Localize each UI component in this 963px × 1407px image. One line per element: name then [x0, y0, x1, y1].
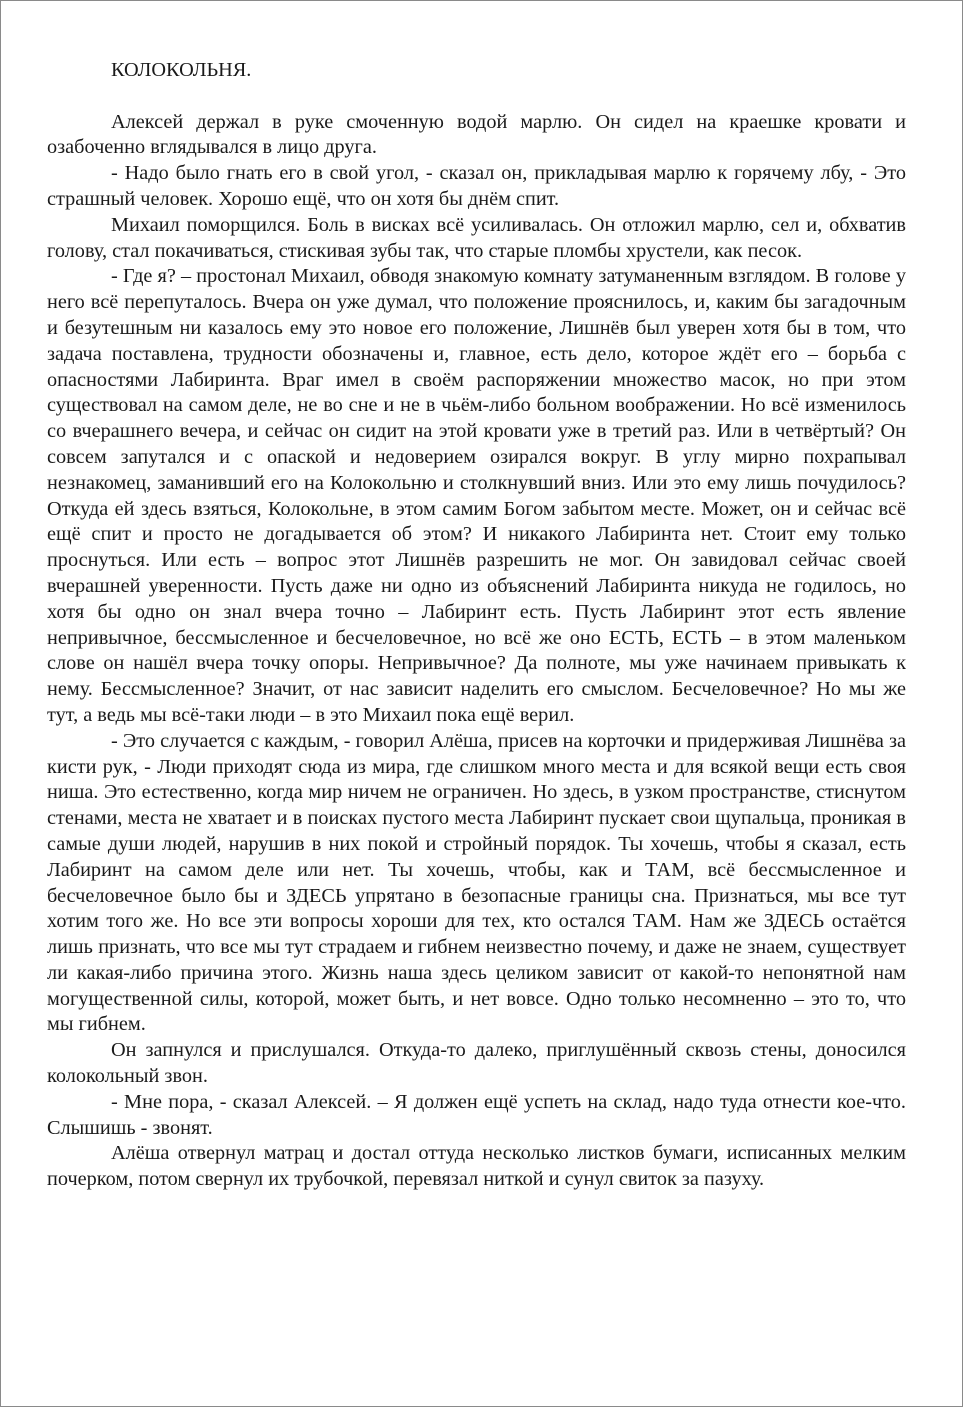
paragraph: - Где я? – простонал Михаил, обводя знакомую комнату затуманенным взглядом. В голове у него всё перепуталось. Вчера он уже думал, что положение прояснилось, и, каким бы загадочным и безутешным ни казалось ему это новое его положение, Лишнёв был уверен хотя бы в том, что задача поставлена, трудности обозначены и, главное, есть дело, которое ждёт его – борьба с опасностями Лабиринта. Враг имел в своём распоряжении множество масок, но при этом существовал на самом деле, не во сне и не в чьём-либо больном воображении. Но всё изменилось со вчерашнего вечера, и сейчас он сидит на этой кровати уже в третий раз. Или в четвёртый? Он совсем запутался и с опаской и недоверием озирался вокруг. В углу мирно похрапывал незнакомец, заманивший его на Колокольню и столкнувший вниз. Или это ему лишь почудилось? Откуда ей здесь взяться, Колокольне, в этом самим Богом забытом месте. Может, он и сейчас всё ещё спит и просто не догадывается об этом? И никакого Лабиринта нет. Стоит ему только проснуться. Или есть – вопрос этот Лишнёв разрешить не мог. Он завидовал сейчас своей вчерашней уверенности. Пусть даже ни одно из объяснений Лабиринта никуда не годилось, но хотя бы одно он знал вчера точно – Лабиринт есть. Пусть Лабиринт этот есть явление непривычное, бессмысленное и бесчеловечное, но всё же оно ЕСТЬ, ЕСТЬ – в этом маленьком слове он нашёл вчера точку опоры. Непривычное? Да полноте, мы уже начинаем привыкать к нему. Бессмысленное? Значит, от нас зависит наделить его смыслом. Бесчеловечное? Но мы же тут, а ведь мы всё-таки люди – в это Михаил пока ещё верил.	[47, 265, 906, 726]
document-body	[47, 58, 906, 1193]
chapter-title: КОЛОКОЛЬНЯ.	[111, 59, 252, 81]
paragraph: - Это случается с каждым, - говорил Алёша, присев на корточки и придерживая Лишнёва за кисти рук, - Люди приходят сюда из мира, где слишком много места и для всякой вещи есть своя ниша. Это естественно, когда мир ничем не ограничен. Но здесь, в узком пространстве, стиснутом стенами, места не хватает и в поисках пустого места Лабиринт пускает свои щупальца, проникая в самые души людей, нарушив в них покой и стройный порядок. Ты хочешь, чтобы я сказал, есть Лабиринт на самом деле или нет. Ты хочешь, чтобы, как и ТАМ, всё бессмысленное и бесчеловечное было бы и ЗДЕСЬ упрятано в безопасные границы сна. Признаться, мы все тут хотим того же. Но все эти вопросы хороши для тех, кто остался ТАМ. Нам же ЗДЕСЬ остаётся лишь признать, что все мы тут страдаем и гибнем неизвестно почему, и даже не знаем, существует ли какая-либо причина этого. Жизнь наша здесь целиком зависит от какой-то непонятной нам могущественной силы, которой, может быть, и нет вовсе. Одно только несомненно – это то, что мы гибнем.	[47, 729, 906, 1036]
paragraph: Он запнулся и прислушался. Откуда-то далеко, приглушённый сквозь стены, доносился колокольный звон.	[47, 1039, 906, 1088]
paragraph: Алёша отвернул матрац и достал оттуда несколько листков бумаги, исписанных мелким почерком, потом свернул их трубочкой, перевязал ниткой и сунул свиток за пазуху.	[47, 1142, 906, 1191]
paragraph: - Надо было гнать его в свой угол, - сказал он, прикладывая марлю к горячему лбу, - Это страшный человек. Хорошо ещё, что он хотя бы днём спит.	[47, 162, 906, 210]
paragraph: - Мне пора, - сказал Алексей. – Я должен ещё успеть на склад, надо туда отнести кое-что. Слышишь - звонят.	[47, 1090, 906, 1139]
paragraph: Михаил поморщился. Боль в висках всё усиливалась. Он отложил марлю, сел и, обхватив голову, стал покачиваться, стискивая зубы так, что старые пломбы хрустели, как песок.	[47, 213, 906, 262]
paragraph: Алексей держал в руке смоченную водой марлю. Он сидел на краешке кровати и озабоченно вглядывался в лицо друга.	[47, 110, 906, 159]
